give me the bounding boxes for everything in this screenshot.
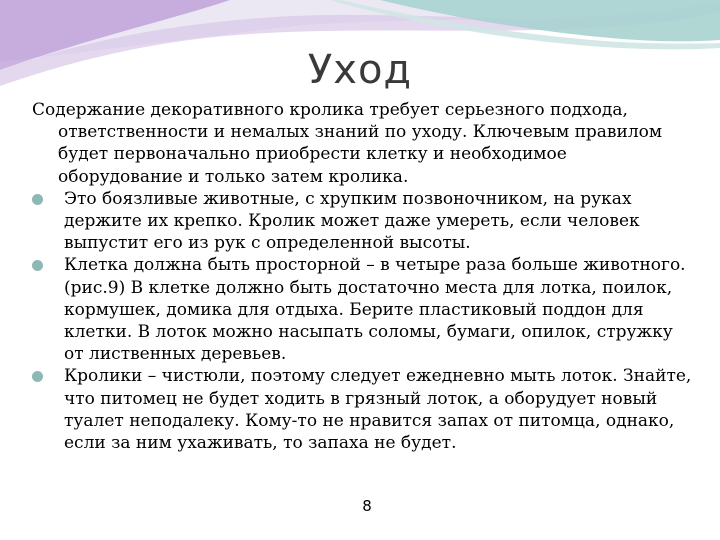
bullet-text: Кролики – чистюли, поэтому следует ежедневно мыть лоток. Знайте, что питомец не будет ходить в грязный лоток, а оборудует новый туалет неподалеку. Кому-то не нравится запах от питомца, однако, если за ним ухаживать, то запаха не будет. [64, 366, 692, 454]
bullet-dot-icon [32, 194, 43, 205]
bullet-text: Это боязливые животные, с хрупким позвоночником, на руках держите их крепко. Кролик может даже умереть, если человек выпустит его из рук с определенной высоты. [64, 188, 640, 254]
bullet-item [32, 365, 692, 454]
bullet-dot-icon [32, 260, 43, 271]
bullet-item [32, 188, 692, 255]
bullet-item [32, 254, 692, 365]
page-number: 8 [362, 497, 372, 515]
intro-paragraph: Содержание декоративного кролика требует серьезного подхода, ответственности и немалых знаний по уходу. Ключевым правилом будет первоначально приобрести клетку и необходимое оборудование и только затем кролика. [32, 100, 663, 187]
bullet-text: Клетка должна быть просторной – в четыре раза больше животного. (рис.9) В клетке должно быть достаточно места для лотка, поилок, кормушек, домика для отдыха. Берите пластиковый поддон для клетки. В лоток можно насыпать соломы, бумаги, опилок, стружку от лиственных деревьев. [64, 255, 686, 365]
slide-title [0, 46, 720, 94]
slide-body [32, 99, 692, 454]
slide-title-text: Уход [307, 47, 413, 93]
bullet-dot-icon [32, 371, 43, 382]
